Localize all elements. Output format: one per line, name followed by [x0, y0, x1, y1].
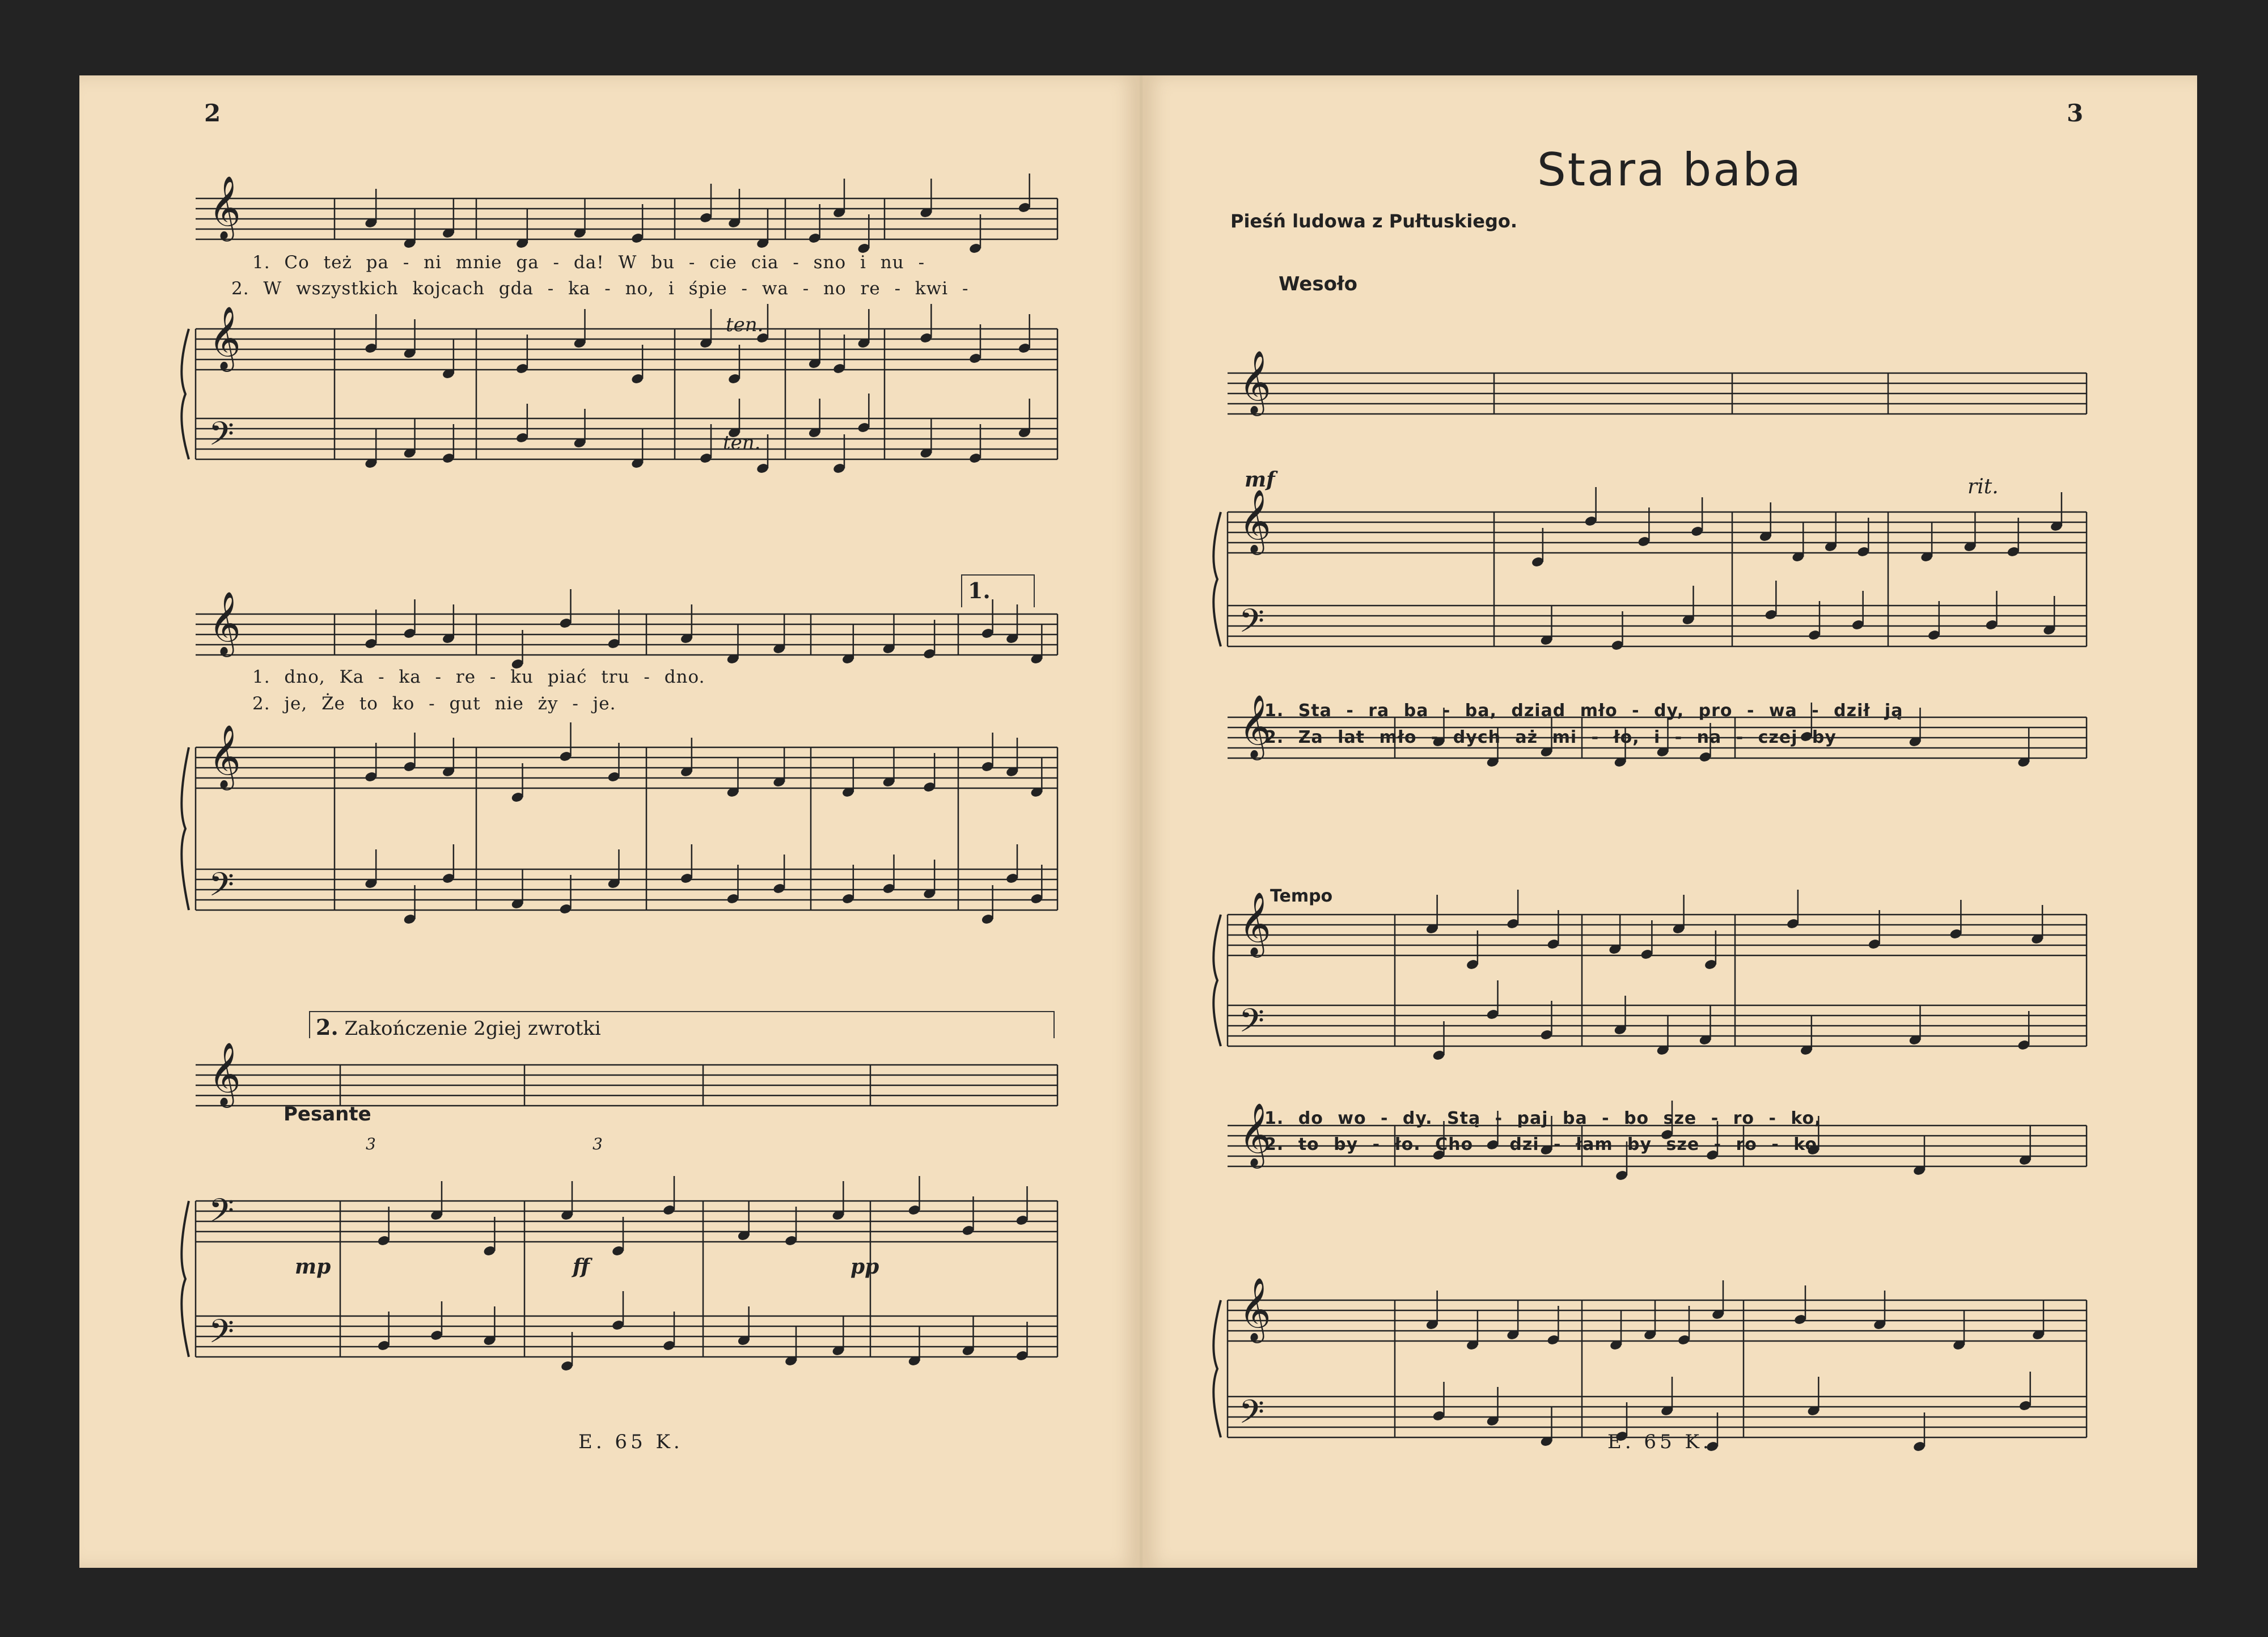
song-subtitle: Pieśń ludowa z Pułtuskiego. — [1230, 210, 1518, 232]
tempo-marking: Pesante — [284, 1103, 371, 1126]
triplet-mark: 3 — [593, 1135, 603, 1153]
dynamic-pp: pp — [850, 1255, 879, 1279]
dynamic-mf: mf — [1245, 468, 1275, 492]
volta-2 — [309, 1011, 1055, 1038]
catalog-footer: E. 65 K. — [1607, 1431, 1712, 1453]
lyrics-verse-1: 1. Sta - ra ba - ba, dziad mło - dy, pro - wa - dził ją — [1264, 701, 1903, 721]
volta-text: Zakończenie 2giej zwrotki — [344, 1017, 601, 1040]
catalog-footer: E. 65 K. — [578, 1431, 683, 1453]
page-number: 2 — [204, 99, 221, 127]
treble-clef-icon: 𝄞 — [1239, 1102, 1271, 1166]
piano-treble-staff — [1228, 1300, 2087, 1341]
lyrics-verse-1: 1. do wo - dy. Stą - paj ba - bo sze - ro - ko, — [1264, 1109, 1822, 1128]
lyrics-verse-2: 2. to by - ło. Cho - dzi - łam by sze - ro - ko — [1264, 1135, 1818, 1154]
piano-bass-staff — [1228, 1005, 2087, 1046]
lyrics-verse-2: 2. W wszystkich kojcach gda - ka - no, i śpie - wa - no re - kwi - — [231, 278, 969, 299]
volta-number: 2. — [316, 1014, 338, 1040]
treble-clef-icon: 𝄞 — [1239, 694, 1271, 758]
brace — [1213, 1300, 1221, 1437]
song-title: Stara baba — [1537, 143, 1803, 196]
bass-clef-icon: 𝄢 — [1239, 1001, 1265, 1048]
piano-treble-staff — [196, 747, 1057, 788]
treble-clef-icon: 𝄞 — [1239, 489, 1271, 552]
voice-staff — [1228, 373, 2087, 414]
piano-treble-staff — [1228, 512, 2087, 553]
voice-staff — [196, 614, 1057, 655]
piano-treble-staff — [196, 1201, 1057, 1242]
dynamic-mp: mp — [295, 1255, 331, 1279]
treble-clef-icon: 𝄞 — [1239, 891, 1271, 955]
page-number: 3 — [2067, 99, 2084, 127]
lyrics-verse-2: 2. Za lat mło - dych aż mi - ło, i - na - czej by — [1264, 727, 1837, 747]
brace — [1213, 915, 1221, 1046]
piano-bass-staff — [196, 1316, 1057, 1357]
ritardando-mark: rit. — [1967, 475, 1999, 498]
left-page-notation — [79, 75, 1140, 1568]
brace — [181, 1201, 189, 1357]
bass-clef-icon: 𝄢 — [209, 414, 235, 461]
triplet-mark: 3 — [366, 1135, 376, 1153]
treble-clef-icon: 𝄞 — [209, 1042, 241, 1105]
tenuto-mark: ten. — [726, 314, 764, 336]
lyrics-verse-2: 2. je, Że to ko - gut nie ży - je. — [252, 693, 616, 714]
treble-clef-icon: 𝄞 — [209, 306, 241, 369]
voice-staff — [196, 1065, 1057, 1106]
treble-clef-icon: 𝄞 — [209, 724, 241, 788]
volta-1 — [961, 574, 1035, 607]
right-page — [1143, 75, 2197, 1568]
bass-clef-icon: 𝄢 — [1239, 1393, 1265, 1439]
bass-clef-icon: 𝄢 — [209, 865, 235, 912]
bass-clef-icon: 𝄢 — [1239, 602, 1265, 648]
bass-clef-icon: 𝄢 — [209, 1191, 235, 1238]
treble-clef-icon: 𝄞 — [1239, 1277, 1271, 1340]
treble-clef-icon: 𝄞 — [1239, 350, 1271, 413]
right-page-notation — [1143, 75, 2197, 1568]
brace — [1213, 512, 1221, 646]
brace — [181, 747, 189, 910]
treble-clef-icon: 𝄞 — [209, 591, 241, 654]
lyrics-verse-1: 1. Co też pa - ni mnie ga - da! W bu - cie cia - sno i nu - — [252, 252, 925, 273]
tempo-marking: Wesoło — [1279, 273, 1357, 295]
voice-staff — [196, 198, 1057, 239]
left-page — [79, 75, 1140, 1568]
piano-bass-staff — [1228, 606, 2087, 646]
lyrics-verse-1: 1. dno, Ka - ka - re - ku piać tru - dno. — [252, 667, 705, 687]
bass-clef-icon: 𝄢 — [209, 1312, 235, 1359]
tenuto-mark: ten. — [723, 432, 761, 454]
brace — [181, 329, 189, 459]
dynamic-ff: ff — [573, 1255, 590, 1279]
tempo-marking: Tempo — [1270, 886, 1333, 906]
volta-number: 1. — [968, 578, 991, 603]
treble-clef-icon: 𝄞 — [209, 175, 241, 239]
